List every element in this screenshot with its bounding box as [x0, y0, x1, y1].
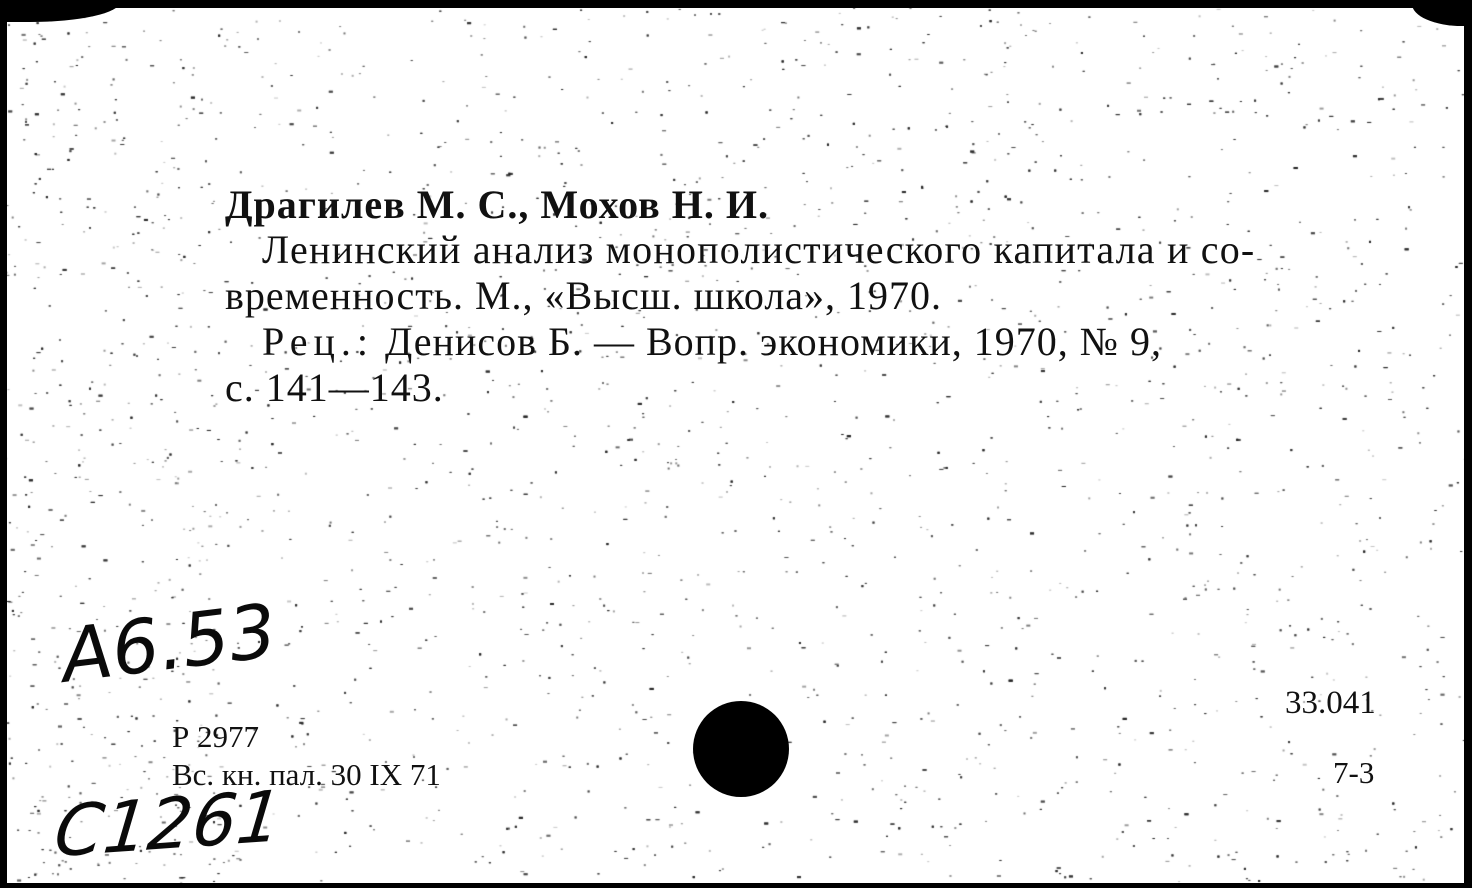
authors-heading: Драгилев М. С., Мохов Н. И.: [225, 182, 769, 227]
title-line-1: Ленинский анализ монополистического капитала и со-: [262, 227, 1256, 272]
acquisition-note: Вс. кн. пал. 30 IX 71: [172, 757, 441, 792]
card-edge-bottom: [0, 883, 1472, 888]
review-label: Рец.:: [262, 319, 374, 364]
card-edge-left: [0, 0, 7, 888]
card-code: Р 2977: [172, 719, 259, 754]
review-line-2: с. 141—143.: [225, 365, 444, 410]
title-line-2: временность. М., «Высш. школа», 1970.: [225, 273, 943, 318]
review-source: Денисов Б. — Вопр. экономики, 1970, № 9,: [374, 319, 1162, 364]
inventory-number-handwritten: С1261: [50, 774, 286, 874]
review-line-1: [262, 320, 1162, 364]
card-edge-top: [0, 0, 1472, 8]
author-mark: 7-3: [1333, 755, 1375, 790]
shelf-mark-handwritten: А6.53: [56, 588, 282, 700]
classification-index: 33.041: [1285, 685, 1376, 721]
card-edge-right: [1464, 0, 1472, 888]
punch-hole: [693, 701, 789, 797]
